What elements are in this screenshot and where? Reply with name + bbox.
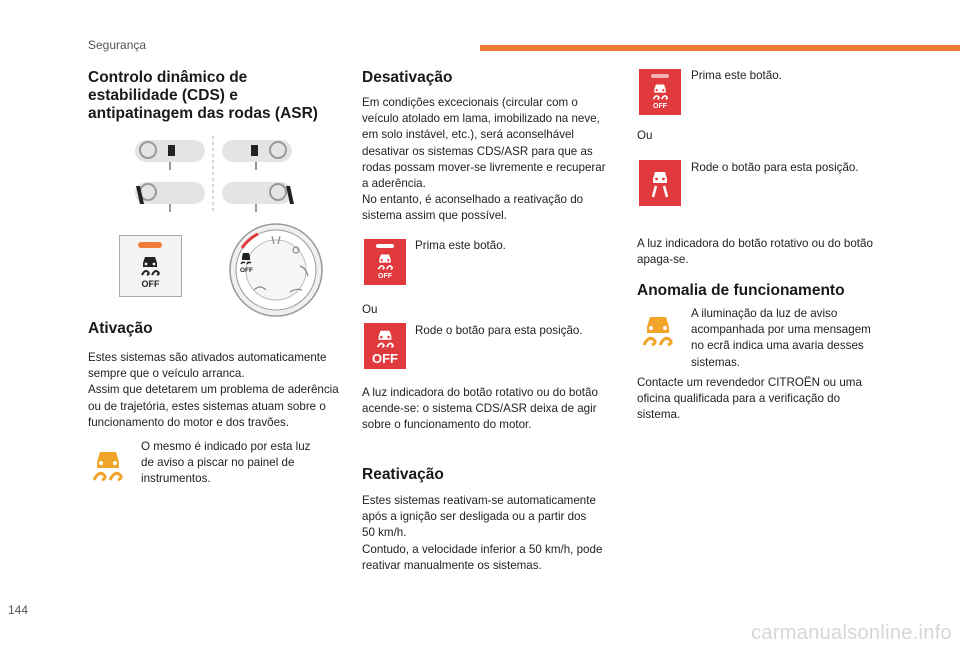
header-accent-bar — [480, 45, 960, 51]
press-button-text: Prima este botão. — [691, 69, 782, 82]
text-line: Estes sistemas reativam-se automaticamente — [362, 494, 596, 507]
text-line: Contudo, a velocidade inferior a 50 km/h, pode — [362, 542, 603, 556]
text-line: acompanhada por uma mensagem — [691, 323, 871, 337]
mirror-icon — [135, 140, 205, 170]
text-line: no ecrã indica uma avaria desses — [691, 339, 864, 353]
deactivation-result — [362, 385, 622, 434]
rotate-dial-text: Rode o botão para esta posição. — [415, 324, 583, 337]
off-label: OFF — [141, 279, 160, 289]
off-label: OFF — [378, 273, 392, 280]
text-line: rodas possam mover-se livremente e recuperar — [362, 160, 606, 174]
dial-off-position-icon — [364, 323, 406, 369]
text-line: em solo instável, etc.), será aconselhável — [362, 128, 575, 142]
text-line: desativar os sistemas CDS/ASR para que as — [362, 144, 593, 158]
skid-car-icon — [139, 254, 161, 276]
dial-off-label: OFF — [240, 267, 253, 274]
indicator-light — [138, 242, 162, 248]
activation-text — [88, 350, 348, 431]
text-line: a aderência. — [362, 177, 426, 191]
text-line: apaga-se. — [637, 253, 689, 267]
text-line: oficina qualificada para a verificação do — [637, 392, 841, 406]
text-line: Em condições excecionais (circular com o — [362, 96, 578, 109]
text-line: A luz indicadora do botão rotativo ou do botão — [637, 237, 873, 250]
text-line: No entanto, é aconselhado a reativação do — [362, 193, 584, 207]
page-title-line: estabilidade (CDS) e — [88, 87, 238, 104]
text-line: veículo atolado em lama, imobilizado na neve, — [362, 112, 600, 126]
section-label: Segurança — [88, 38, 147, 52]
page-title-line: antipatinagem das rodas (ASR) — [88, 105, 318, 122]
watermark: carmanualsonline.info — [751, 622, 952, 644]
deactivation-text — [362, 95, 622, 225]
heading-malfunction: Anomalia de funcionamento — [637, 282, 845, 299]
road-car-icon — [647, 167, 673, 199]
text-line: sistema. — [637, 408, 681, 422]
page-title — [88, 69, 318, 123]
text-line: Estes sistemas são ativados automaticamente — [88, 351, 327, 364]
text-line: ou de trajetória, estes sistemas atuam sobre o — [88, 399, 326, 413]
heading-reactivation: Reativação — [362, 466, 444, 483]
malfunction-text — [637, 375, 897, 424]
cds-off-button-icon — [364, 239, 406, 285]
dial-road-position-icon — [639, 160, 681, 206]
cds-off-button-icon — [639, 69, 681, 115]
text-line: após a ignição ser desligada ou a partir dos — [362, 510, 587, 524]
text-line: sempre que o veículo arranca. — [88, 367, 245, 381]
text-line: de aviso a piscar no painel de — [141, 456, 295, 470]
skid-car-icon — [651, 82, 669, 100]
text-line: funcionamento do motor e dos travões. — [88, 415, 290, 429]
text-line: reativar manualmente os sistemas. — [362, 558, 542, 572]
page-title-line: Controlo dinâmico de — [88, 69, 248, 86]
or-text: Ou — [637, 129, 653, 142]
text-line: sistema assim que possível. — [362, 209, 507, 223]
activation-note — [141, 439, 341, 488]
text-line: Assim que detetarem um problema de aderência — [88, 383, 339, 397]
off-label: OFF — [653, 103, 667, 110]
text-line: instrumentos. — [141, 472, 211, 486]
skid-warning-icon — [90, 448, 126, 482]
mirror-icon — [222, 140, 292, 170]
rotary-dial-illustration — [228, 222, 324, 318]
skid-car-icon — [376, 252, 394, 270]
text-line: Contacte um revendedor CITROËN ou uma — [637, 376, 862, 389]
cds-off-button-illustration — [119, 235, 182, 297]
or-text: Ou — [362, 303, 378, 316]
text-line: A luz indicadora do botão rotativo ou do botão — [362, 386, 598, 399]
reactivation-text — [362, 493, 622, 574]
skid-warning-icon — [640, 313, 676, 347]
text-line: sistemas. — [691, 355, 740, 369]
rotate-dial-text: Rode o botão para esta posição. — [691, 161, 859, 174]
indicator-light-off — [651, 74, 669, 78]
malfunction-note — [691, 306, 891, 371]
heading-activation: Ativação — [88, 320, 153, 337]
indicator-light — [376, 244, 394, 248]
skid-car-icon — [375, 328, 395, 348]
text-line: 50 km/h. — [362, 526, 407, 540]
reactivation-result — [637, 236, 897, 268]
text-line: acende-se: o sistema CDS/ASR deixa de agir — [362, 402, 597, 416]
mirror-icon — [135, 182, 205, 212]
mirror-icon — [222, 182, 294, 212]
text-line: A iluminação da luz de aviso — [691, 307, 838, 320]
text-line: O mesmo é indicado por esta luz — [141, 440, 311, 453]
text-line: sobre o funcionamento do motor. — [362, 418, 532, 432]
page-number: 144 — [8, 603, 29, 617]
mirror-variants-illustration — [130, 136, 300, 214]
off-label: OFF — [372, 351, 398, 366]
heading-deactivation: Desativação — [362, 69, 453, 86]
press-button-text: Prima este botão. — [415, 239, 506, 252]
